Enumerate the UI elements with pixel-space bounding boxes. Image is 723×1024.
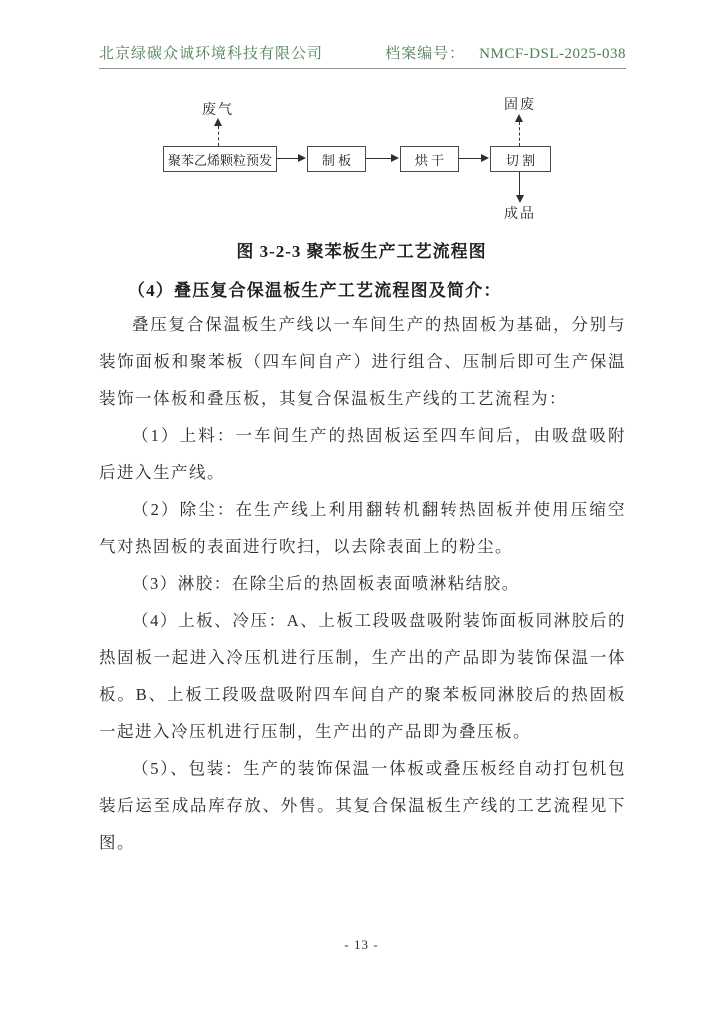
process-flowchart — [0, 0, 723, 240]
solid-waste-dashed-arrow — [519, 122, 520, 146]
archive-number: NMCF-DSL-2025-038 — [479, 46, 626, 62]
body-paragraph-step3: （3）淋胶：在除尘后的热固板表面喷淋粘结胶。 — [132, 574, 520, 593]
body-paragraph-step1: （1）上料：一车间生产的热固板运至四车间后，由吸盘吸附后进入生产线。 — [99, 426, 626, 482]
solid-waste-label: 固废 — [504, 98, 536, 113]
arrow-box1-to-box2 — [277, 158, 298, 159]
body-paragraph-step4: （4）上板、冷压：A、上板工段吸盘吸附装饰面板同淋胶后的热固板一起进入冷压机进行压制，生产出的产品即为装饰保温一体板。B、上板工段吸盘吸附四车间自产的聚苯板同淋胶后的热固板一起进入冷压机进行压制，生产出的产品即为叠压板。 — [99, 611, 626, 741]
body-paragraph-intro: 叠压复合保温板生产线以一车间生产的热固板为基础，分别与装饰面板和聚苯板（四车间自产）进行组合、压制后即可生产保温装饰一体板和叠压板，其复合保温板生产线的工艺流程为： — [99, 315, 626, 408]
waste-gas-dashed-arrow — [218, 126, 219, 146]
flowchart-box-pre-expansion: 聚苯乙烯颗粒预发 — [163, 146, 277, 172]
flowchart-box-board-making: 制 板 — [307, 146, 366, 172]
finished-product-label: 成品 — [504, 207, 536, 222]
section-heading: （4）叠压复合保温板生产工艺流程图及简介： — [127, 281, 502, 300]
page-number: - 13 - — [344, 937, 379, 952]
flowchart-box-drying: 烘 干 — [400, 146, 459, 172]
arrow-cutting-to-product — [519, 172, 520, 195]
archive-label: 档案编号： — [385, 46, 466, 62]
body-paragraph-step2: （2）除尘：在生产线上利用翻转机翻转热固板并使用压缩空气对热固板的表面进行吹扫，以去除表面上的粉尘。 — [99, 500, 626, 556]
arrow-box2-to-box3 — [366, 158, 391, 159]
figure-caption: 图 3-2-3 聚苯板生产工艺流程图 — [236, 242, 487, 261]
company-name: 北京绿碳众诚环境科技有限公司 — [99, 46, 324, 62]
flowchart-box-cutting: 切 割 — [490, 146, 551, 172]
arrow-box3-to-box4 — [459, 158, 481, 159]
body-text-block — [99, 306, 626, 861]
waste-gas-label: 废气 — [202, 103, 234, 118]
body-paragraph-step5: （5）、包装：生产的装饰保温一体板或叠压板经自动打包机包装后运至成品库存放、外售。其复合保温板生产线的工艺流程见下图。 — [99, 759, 626, 852]
